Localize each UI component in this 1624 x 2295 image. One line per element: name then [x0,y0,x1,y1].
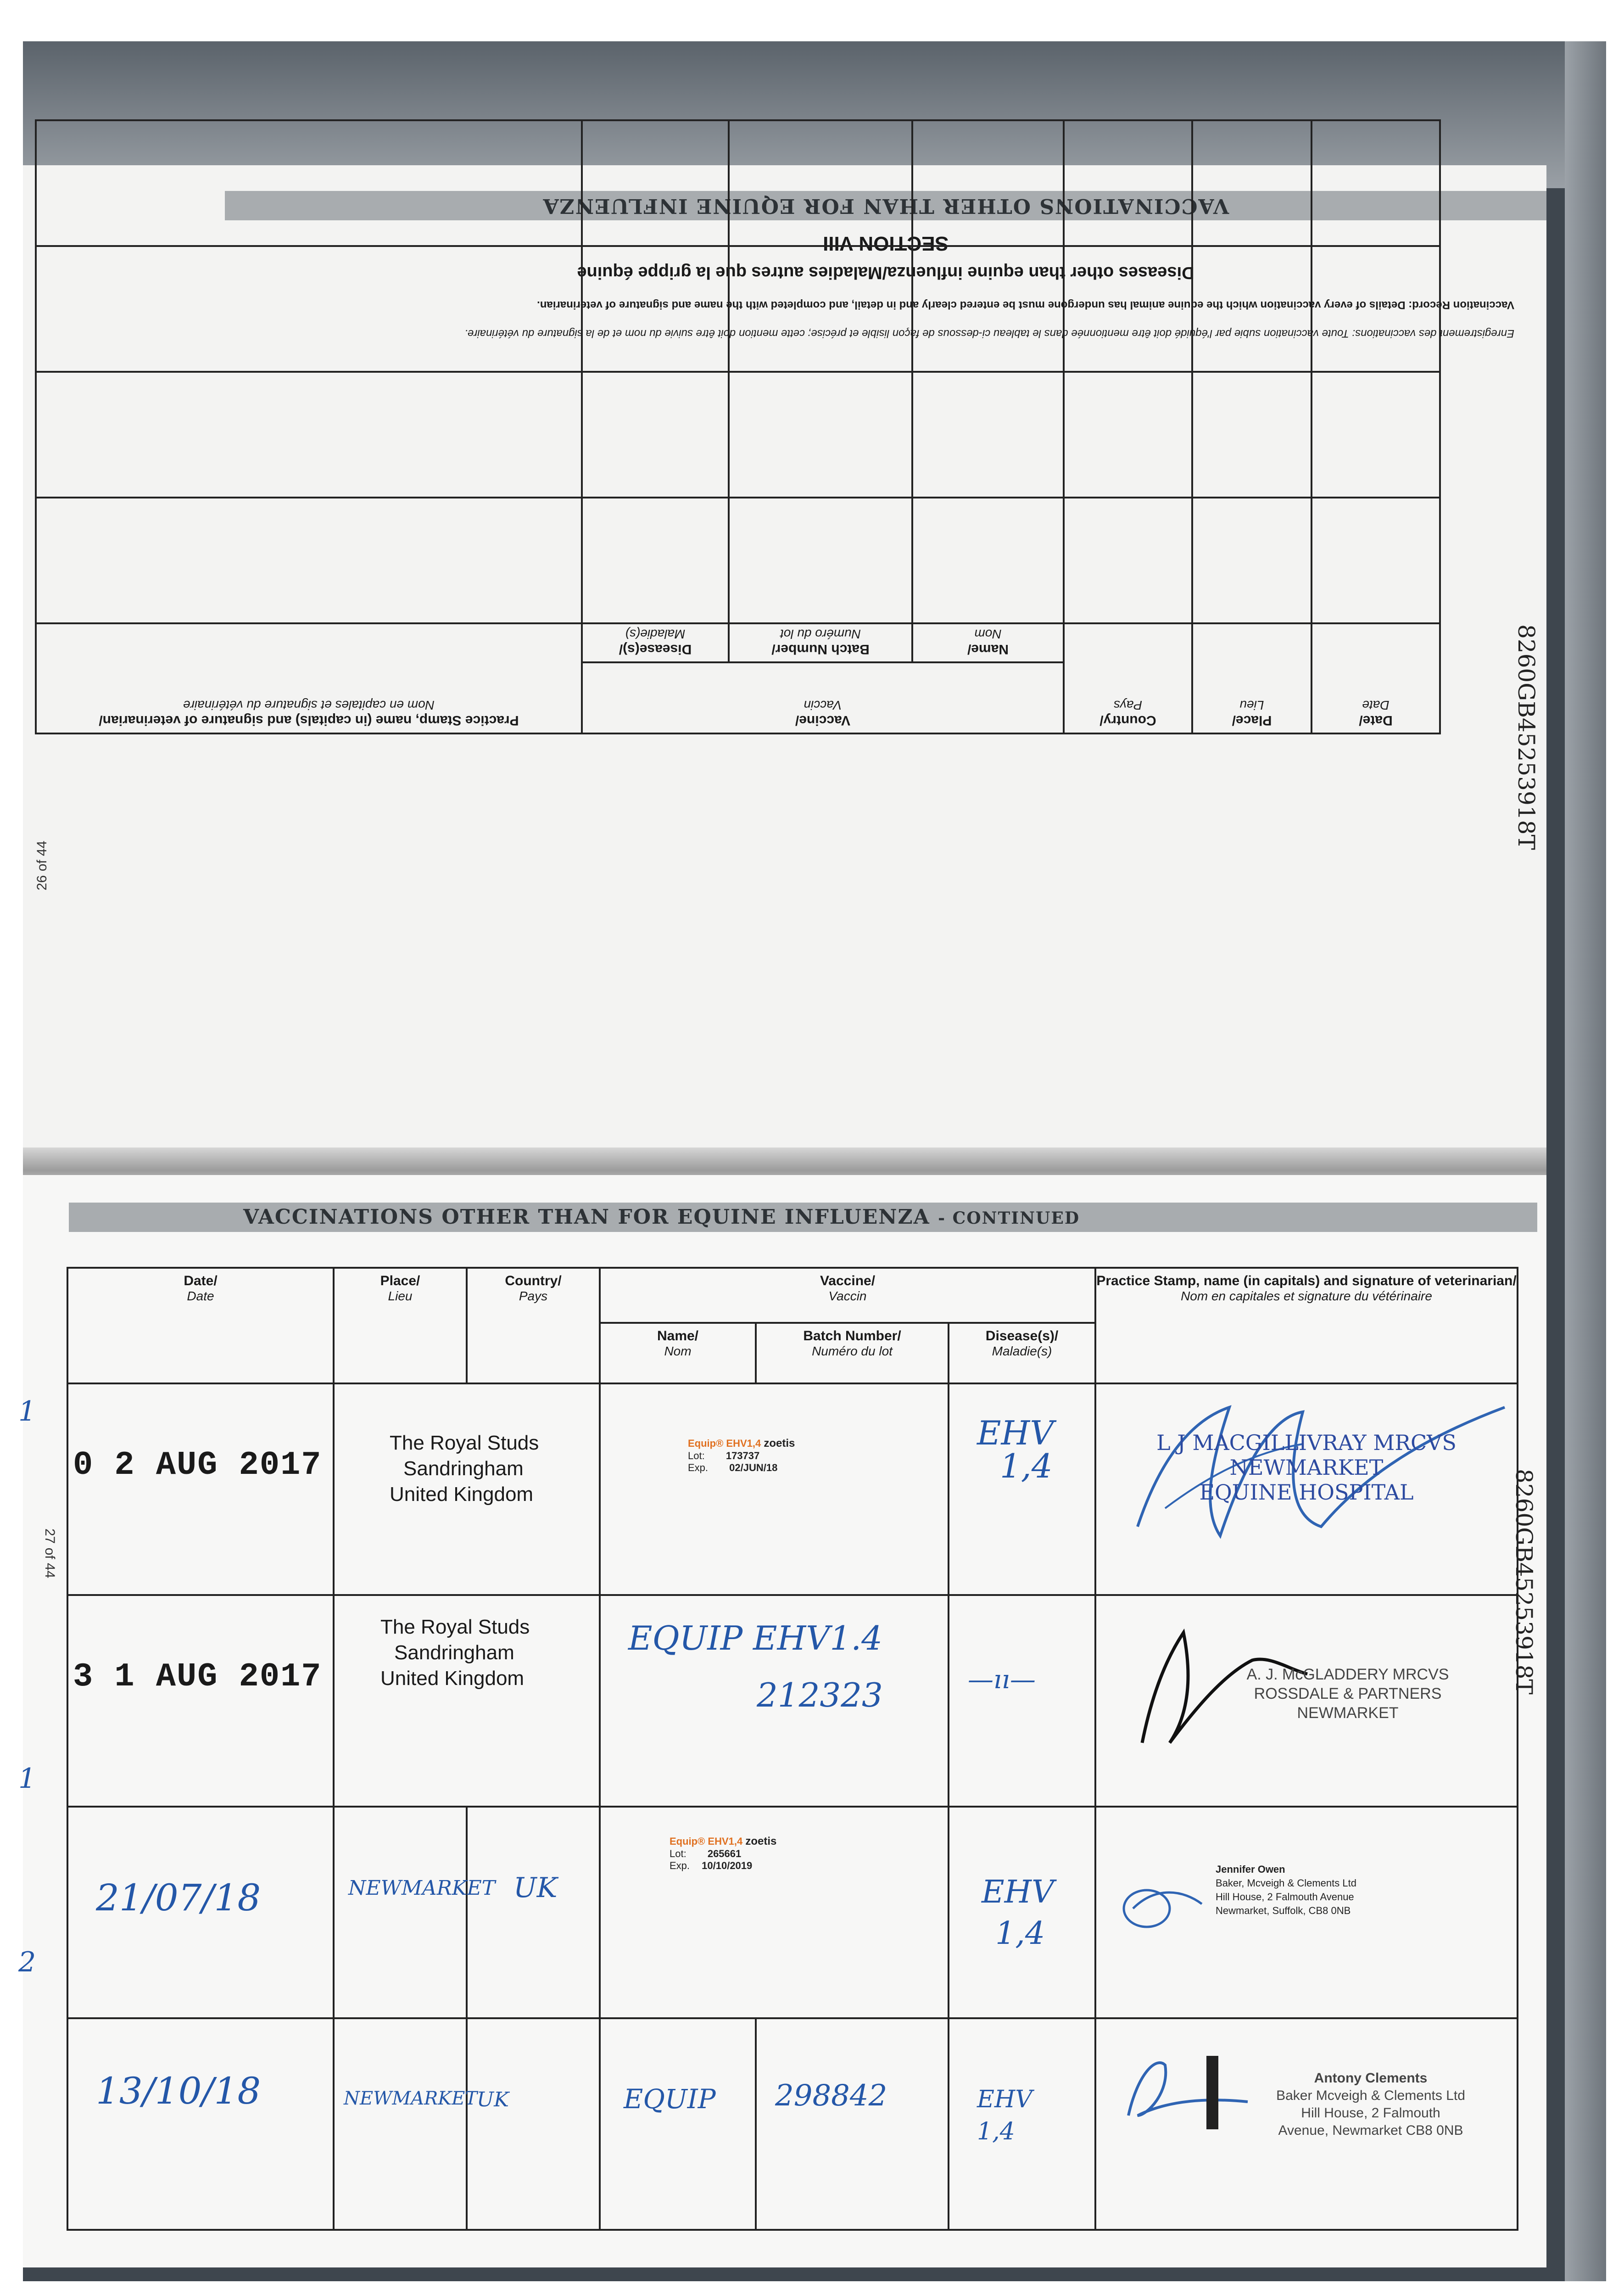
header-batch: Batch Number/ Numéro du lot [756,1323,949,1383]
vaccination-table-page26 [35,119,1441,734]
margin-mark: 1 [18,1763,36,1795]
margin-mark: 2 [18,1946,36,1978]
place-line: Sandringham [394,1641,514,1664]
vaccine-name-cell [600,2018,756,2230]
place-cell [334,2018,478,2230]
disease-cell [949,1595,1095,1807]
header-date: Date/ Date [1311,623,1440,733]
section-title: SECTION VIII [823,232,949,255]
table-row [67,1595,1518,1807]
date-cell [67,1383,334,1595]
place-line: Sandringham [403,1457,524,1480]
header-disease: Disease(s)/ Maladie(s) [582,623,729,662]
disease-cell [949,1807,1095,2018]
date-cell [67,1595,334,1807]
vaccination-table-page27 [67,1267,1518,2231]
header-place: Place/ Lieu [1192,623,1311,733]
vet-signature [1115,1876,1216,1941]
disease-cell [949,2018,1095,2230]
header-vaccine: Vaccine/ Vaccin [600,1268,1095,1323]
practice-stamp-cell [1095,1595,1518,1807]
place-cell [334,1595,600,1807]
date-handwritten: 13/10/18 [96,2069,261,2112]
vaccine-label-cell [600,1807,949,2018]
page-number-27: 27 of 44 [42,1528,57,1579]
batch-handwritten: 298842 [775,2078,887,2113]
vet-stamp: Antony Clements Baker Mcveigh & Clements Ltd Hill House, 2 Falmouth Avenue, Newmarket CB8 0NB [1276,2070,1465,2138]
header-country: Country/ Pays [467,1268,600,1383]
country-handwritten: UK [513,1871,558,1904]
disease-handwritten: 1,4 [977,2117,1015,2145]
passport-page-27 [18,1175,1546,2267]
disease-handwritten: 1,4 [1000,1446,1053,1485]
empty-row [36,372,1440,498]
practice-stamp: L J MACGILLIVRAY MRCVS NEWMARKET EQUINE HOSPITAL [1156,1430,1457,1505]
table-row [67,1383,1518,1595]
header-vaccine: Vaccine/ Vaccin [582,662,1064,733]
country-handwritten: UK [477,2088,509,2111]
header-practice: Practice Stamp, name (in capitals) and signature of veterinarian/ Nom en capitales et signature du vétérinaire [1095,1268,1518,1383]
empty-row [36,246,1440,372]
header-practice: Practice Stamp, name (in capitals) and signature of veterinarian/ Nom en capitales et signature du vétérinaire [36,623,582,733]
disease-handwritten: 1,4 [995,1915,1045,1952]
header-name: Name/ Nom [600,1323,756,1383]
header-country: Country/ Pays [1064,623,1192,733]
practice-stamp-cell [1095,1807,1518,2018]
date-cell [67,2018,334,2230]
country-cell [467,2018,600,2230]
place-cell [334,1807,496,2018]
record-note-fr: Enregistrement des vaccinations: Toute vaccination subie par l'équidé doit être mentionnée dans le tableau ci-dessous de façon lisible et précise; cette mention doit être suivie du nom et de la signature du vétérinaire. [464,327,1514,340]
vaccine-sticker: Equip® EHV1,4 zoetis Lot: 265661 Exp. 10/10/2019 [670,1835,777,1871]
vaccine-sticker: Equip® EHV1,4 zoetis Lot: 173737 Exp. 02/JUN/18 [688,1437,795,1473]
page-number-26: 26 of 44 [34,840,50,890]
serial-number-bottom: 8260GB45253918T [1511,1469,1537,1695]
date-stamp: 3 1 AUG 2017 [73,1657,322,1696]
record-note-en: Vaccination Record: Details of every vaccination which the equine animal has undergone must be entered clearly and in detail, and completed with the name and signature of veterinarian. [537,299,1514,311]
place-line: United Kingdom [380,1667,525,1690]
batch-cell [756,2018,949,2230]
place-line: The Royal Studs [380,1615,530,1638]
header-name: Name/ Nom [912,623,1064,662]
serial-number-top: 8260GB45253918T [1513,624,1540,850]
vaccine-handwritten: EQUIP [624,2083,716,2115]
vet-stamp: Jennifer Owen Baker, Mcveigh & Clements Ltd Hill House, 2 Falmouth Avenue Newmarket, Suffolk, CB8 0NB [1216,1863,1356,1916]
section-subtitle: Diseases other than equine influenza/Maladies autres que la grippe équine [577,263,1194,282]
table-row [67,1807,1518,2018]
table-row [67,2018,1518,2230]
empty-row [36,120,1440,246]
empty-row [36,498,1440,623]
practice-stamp-cell [1095,2018,1518,2230]
binder-side [1565,41,1606,2281]
vaccine-label-cell [600,1383,949,1595]
batch-handwritten: 212323 [757,1675,883,1714]
date-cell [67,1807,334,2018]
date-stamp: 0 2 AUG 2017 [73,1446,322,1484]
place-handwritten: NEWMARKET [348,1876,496,1900]
page-26-rotated-content [23,165,1546,1170]
place-cell [334,1383,600,1595]
place-line: United Kingdom [390,1483,534,1506]
header-date: Date/ Date [67,1268,334,1383]
disease-handwritten: —ıı— [968,1664,1036,1695]
date-handwritten: 21/07/18 [96,1876,261,1919]
disease-handwritten: EHV [977,2085,1032,2113]
section-banner: VACCINATIONS OTHER THAN FOR EQUINE INFLUENZA [225,191,1546,220]
disease-handwritten: EHV [982,1874,1055,1910]
practice-stamp: A. J. McGLADDERY MRCVS ROSSDALE & PARTNERS NEWMARKET [1246,1665,1449,1722]
place-line: The Royal Studs [390,1431,539,1454]
disease-handwritten: EHV [977,1413,1054,1452]
header-place: Place/ Lieu [334,1268,467,1383]
place-handwritten: NEWMARKET [344,2088,478,2109]
header-batch: Batch Number/ Numéro du lot [729,623,912,662]
passport-page-26 [23,165,1546,1170]
margin-mark: 1 [18,1395,36,1427]
country-cell [467,1807,600,2018]
disease-cell [949,1383,1095,1595]
vaccine-handwritten: EQUIP EHV1.4 [628,1618,882,1657]
header-disease: Disease(s)/ Maladie(s) [949,1323,1095,1383]
section-banner-continued: VACCINATIONS OTHER THAN FOR EQUINE INFLUENZA - CONTINUED [69,1203,1537,1232]
practice-stamp-cell [1095,1383,1518,1595]
vaccine-handwritten-cell [600,1595,949,1807]
